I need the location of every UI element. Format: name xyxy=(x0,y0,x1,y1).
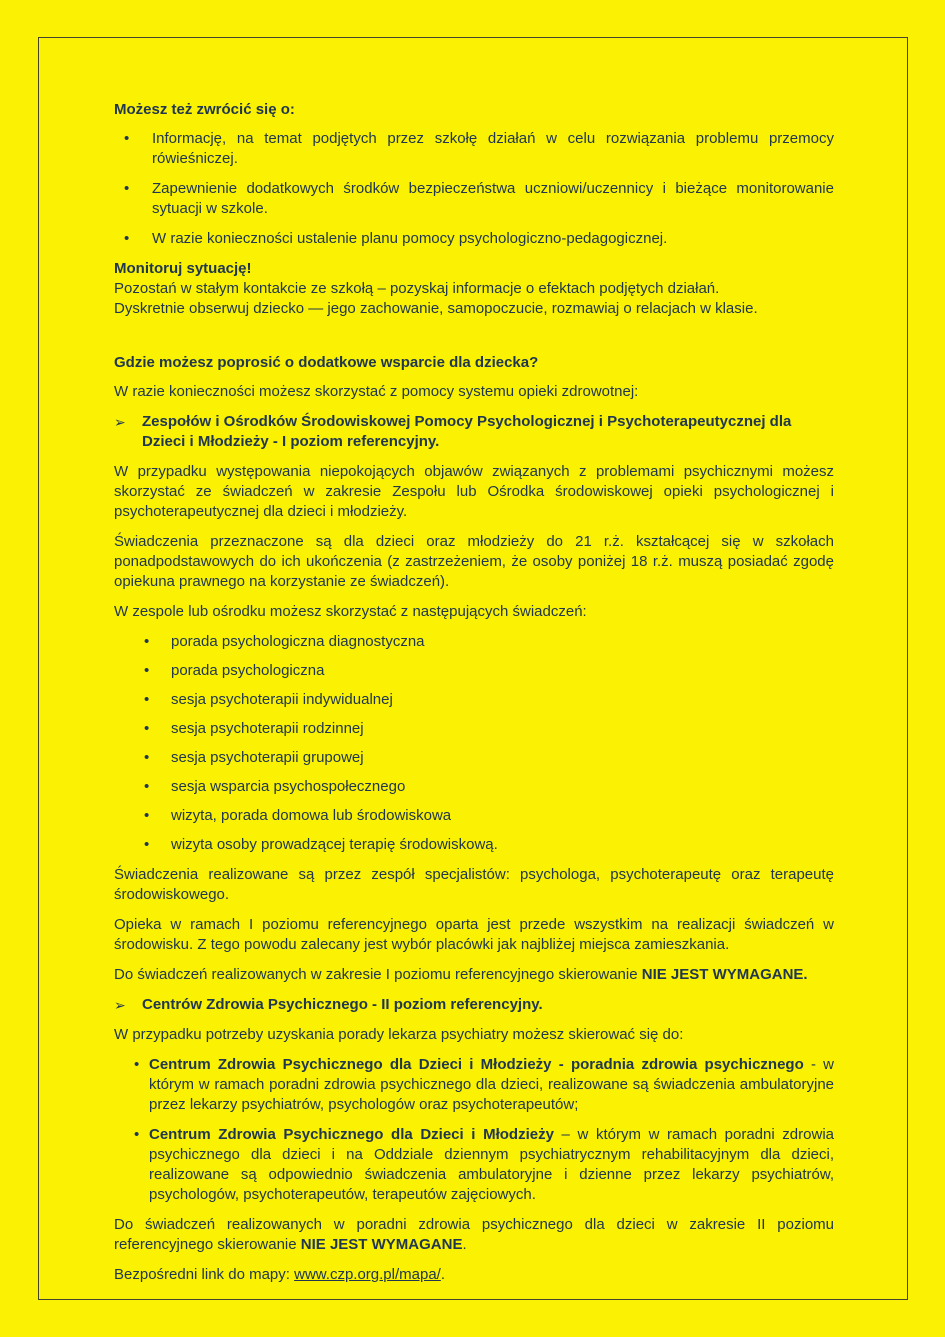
list-item xyxy=(114,229,834,249)
list-item xyxy=(144,661,834,681)
referral-note-text: Do świadczeń realizowanych w poradni zdrowia psychicznego dla dzieci w zakresie II poziomu referencyjnego skierowanie xyxy=(114,1216,834,1253)
support-intro: W razie konieczności możesz skorzystać z pomocy systemu opieki zdrowotnej: xyxy=(114,383,639,400)
services-intro: W zespole lub ośrodku możesz skorzystać z następujących świadczeń: xyxy=(114,603,587,620)
list-item xyxy=(134,1055,834,1115)
monitor-line: Pozostań w stałym kontakcie ze szkołą – pozyskaj informacje o efektach podjętych działań. xyxy=(114,280,720,297)
list-item xyxy=(144,719,834,739)
bullet-icon: • xyxy=(124,130,130,147)
list-item-text: W razie konieczności ustalenie planu pomocy psychologiczno-pedagogicznej. xyxy=(152,230,668,247)
heading-contact-options: Możesz też zwrócić się o: xyxy=(114,101,295,118)
map-link-label: Bezpośredni link do mapy: xyxy=(114,1266,295,1283)
referral-level-title: Centrów Zdrowia Psychicznego - II poziom referencyjny. xyxy=(142,996,543,1013)
list-item-text: sesja wsparcia psychospołecznego xyxy=(171,778,406,795)
bullet-icon: • xyxy=(144,807,150,824)
referral-level-title: Zespołów i Ośrodków Środowiskowej Pomocy Psychologicznej i Psychoterapeutycznej dla Dzieci i Młodzieży - I poziom referencyjny. xyxy=(142,413,792,450)
bullet-icon: • xyxy=(144,749,150,766)
list-item xyxy=(114,179,834,219)
referral-note-period: . xyxy=(462,1236,467,1253)
referral-note-level2 xyxy=(114,1215,834,1255)
referral-note-bold: NIE JEST WYMAGANE xyxy=(300,1236,463,1253)
heading-monitor: Monitoruj sytuację! xyxy=(114,260,252,277)
bullet-icon: • xyxy=(144,720,150,737)
list-item-text: wizyta osoby prowadzącej terapię środowiskową. xyxy=(171,836,498,853)
paragraph: W przypadku występowania niepokojących objawów związanych z problemami psychicznymi możesz skorzystać ze świadczeń w zakresie Zespołu lub Ośrodka środowiskowej opieki psychologicznej i psychoterapeutycznej dla dzieci i młodzieży. xyxy=(114,463,834,520)
center-name-bold: Centrum Zdrowia Psychicznego dla Dzieci i Młodzieży - poradnia zdrowia psychicznego xyxy=(149,1056,804,1073)
list-item-text: Zapewnienie dodatkowych środków bezpieczeństwa uczniowi/uczennicy i bieżące monitorowanie sytuacji w szkole. xyxy=(152,180,834,217)
referral-note-bold: NIE JEST WYMAGANE. xyxy=(641,966,808,983)
list-item xyxy=(144,777,834,797)
bullet-icon: • xyxy=(124,180,130,197)
bullet-icon: • xyxy=(134,1056,140,1073)
page-border-frame xyxy=(38,37,908,1300)
center-description: - w którym w ramach poradni zdrowia psychicznego dla dzieci, realizowane są świadczenia ambulatoryjne przez lekarzy psychiatrów, psychologów oraz psychoterapeutów; xyxy=(149,1056,835,1113)
center-description: – w którym w ramach poradni zdrowia psychicznego dla dzieci i na Oddziale dziennym psychiatrycznym rehabilitacyjnym dla dzieci, realizowane są odpowiednio świadczenia ambulatoryjne i dzienne przez lekarzy psychiatrów, psychologów, psychoterapeutów, terapeutów zajęciowych. xyxy=(149,1126,834,1203)
list-item-text: sesja psychoterapii grupowej xyxy=(171,749,364,766)
list-item-text: porada psychologiczna xyxy=(171,662,325,679)
bullet-icon: • xyxy=(144,778,150,795)
list-item xyxy=(144,835,834,855)
list-item xyxy=(144,632,834,652)
page-content xyxy=(114,100,834,1295)
map-link[interactable]: www.czp.org.pl/mapa/ xyxy=(294,1266,441,1283)
list-item-text xyxy=(149,1055,834,1115)
bullet-icon: • xyxy=(144,691,150,708)
list-item-text: wizyta, porada domowa lub środowiskowa xyxy=(171,807,452,824)
list-item-text: sesja psychoterapii indywidualnej xyxy=(171,691,393,708)
referral-level-item xyxy=(114,995,834,1015)
level2-intro: W przypadku potrzeby uzyskania porady lekarza psychiatry możesz skierować się do: xyxy=(114,1026,684,1043)
arrow-icon: ➢ xyxy=(114,997,126,1013)
list-item xyxy=(134,1125,834,1205)
arrow-icon: ➢ xyxy=(114,414,126,430)
paragraph: Świadczenia przeznaczone są dla dzieci oraz młodzieży do 21 r.ż. kształcącej się w szkołach ponadpodstawowych do ich ukończenia (z zastrzeżeniem, że osoby poniżej 18 r.ż. muszą posiadać zgodę opiekuna prawnego na korzystanie ze świadczeń). xyxy=(114,533,834,590)
list-item-text: porada psychologiczna diagnostyczna xyxy=(171,633,425,650)
heading-additional-support: Gdzie możesz poprosić o dodatkowe wsparcie dla dziecka? xyxy=(114,354,539,371)
list-item-text xyxy=(149,1125,834,1205)
bullet-icon: • xyxy=(124,230,130,247)
list-item-text: Informację, na temat podjętych przez szkołę działań w celu rozwiązania problemu przemocy rówieśniczej. xyxy=(152,130,834,167)
bullet-icon: • xyxy=(134,1126,140,1143)
monitor-line: Dyskretnie obserwuj dziecko — jego zachowanie, samopoczucie, rozmawiaj o relacjach w klasie. xyxy=(114,300,758,317)
paragraph: Opieka w ramach I poziomu referencyjnego oparta jest przede wszystkim na realizacji świadczeń w środowisku. Z tego powodu zalecany jest wybór placówki jak najbliżej miejsca zamieszkania. xyxy=(114,916,834,953)
list-item xyxy=(144,748,834,768)
list-item xyxy=(144,690,834,710)
bullet-icon: • xyxy=(144,633,150,650)
referral-level-item xyxy=(114,412,834,452)
paragraph: Świadczenia realizowane są przez zespół specjalistów: psychologa, psychoterapeutę oraz terapeutę środowiskowego. xyxy=(114,866,834,903)
map-link-period: . xyxy=(440,1266,446,1283)
list-item-text: sesja psychoterapii rodzinnej xyxy=(171,720,364,737)
map-link-line xyxy=(114,1265,834,1285)
bullet-icon: • xyxy=(144,662,150,679)
center-name-bold: Centrum Zdrowia Psychicznego dla Dzieci i Młodzieży xyxy=(149,1126,554,1143)
services-list xyxy=(114,632,834,855)
list-item xyxy=(114,129,834,169)
bullet-icon: • xyxy=(144,836,150,853)
list-item xyxy=(144,806,834,826)
referral-note-text: Do świadczeń realizowanych w zakresie I poziomu referencyjnego skierowanie xyxy=(114,966,642,983)
referral-note-level1 xyxy=(114,965,834,985)
